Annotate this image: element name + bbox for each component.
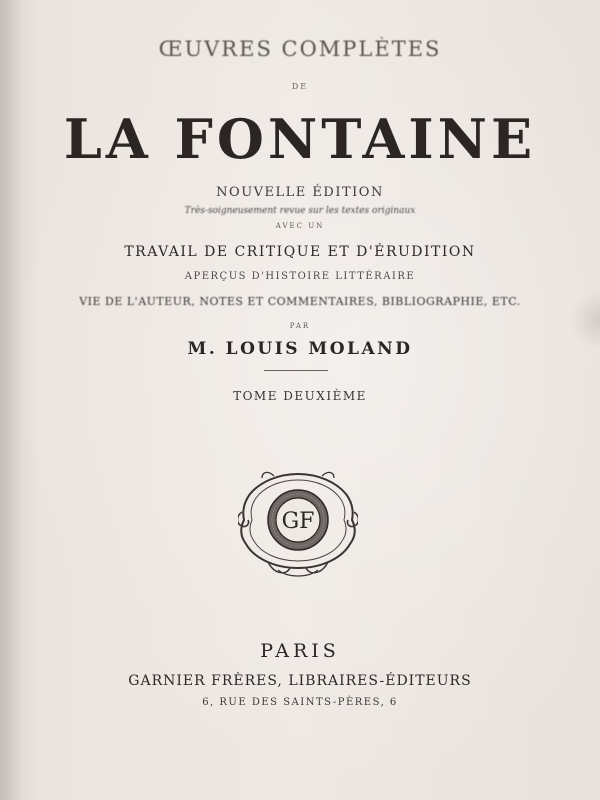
author-name: LA FONTAINE [63, 107, 537, 171]
imprint-city: PARIS [260, 640, 340, 662]
par-line: PAR [289, 322, 311, 330]
editor-name: M. LOUIS MOLAND [187, 339, 413, 359]
volume-label: TOME DEUXIÈME [233, 389, 367, 403]
seal-monogram: GF [281, 509, 315, 534]
publisher-name: GARNIER FRÈRES, LIBRAIRES-ÉDITEURS [128, 673, 472, 689]
publisher-seal-icon [238, 470, 358, 580]
edition-line: NOUVELLE ÉDITION [216, 185, 384, 200]
avec-un-line: AVEC UN [275, 222, 325, 230]
publisher-address: 6, RUE DES SAINTS-PÈRES, 6 [202, 697, 398, 708]
critical-work-line: TRAVAIL DE CRITIQUE ET D'ÉRUDITION [124, 244, 476, 260]
divider-rule [264, 370, 328, 371]
revision-note: Très-soigneusement revue sur les textes originaux [184, 206, 416, 216]
collection-title: ŒUVRES COMPLÈTES [158, 37, 442, 61]
contents-line: VIE DE L'AUTEUR, NOTES ET COMMENTAIRES, BIBLIOGRAPHIE, ETC. [79, 295, 521, 308]
literary-history-line: APERÇUS D'HISTOIRE LITTÉRAIRE [184, 271, 416, 282]
preposition-de: DE [291, 82, 309, 91]
